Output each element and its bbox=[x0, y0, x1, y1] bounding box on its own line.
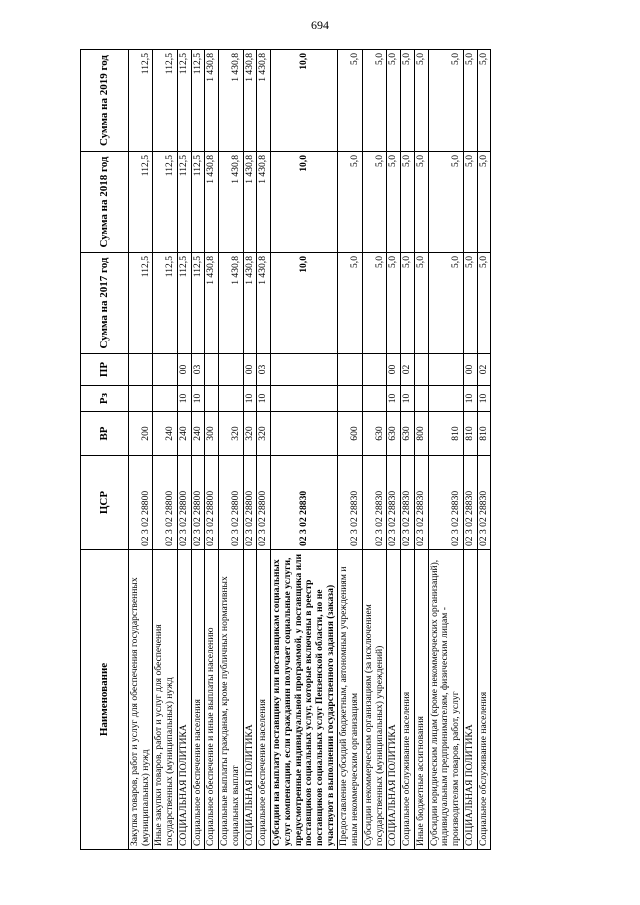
cell-sum-2019: 5,0 bbox=[414, 50, 428, 152]
header-pr: ПР bbox=[81, 354, 129, 386]
cell-sum-2019: 112,5 bbox=[191, 50, 205, 152]
cell-sum-2019: 112,5 bbox=[129, 50, 153, 152]
cell-sum-2018: 5,0 bbox=[463, 152, 477, 253]
cell-vr: 630 bbox=[401, 412, 415, 456]
cell-sum-2017: 10,0 bbox=[271, 253, 338, 354]
header-sum-2019: Сумма на 2019 год bbox=[81, 50, 129, 152]
cell-csr: 02 3 02 28830 bbox=[463, 456, 477, 550]
cell-pr bbox=[153, 354, 177, 386]
cell-vr: 810 bbox=[463, 412, 477, 456]
cell-vr: 800 bbox=[414, 412, 428, 456]
cell-csr: 02 3 02 28830 bbox=[387, 456, 401, 550]
cell-name: Социальное обслуживание населения bbox=[477, 550, 491, 850]
cell-sum-2019: 5,0 bbox=[477, 50, 491, 152]
page-number: 694 bbox=[311, 18, 329, 32]
cell-vr: 630 bbox=[362, 412, 386, 456]
cell-sum-2019: 112,5 bbox=[177, 50, 191, 152]
cell-csr: 02 3 02 28800 bbox=[177, 456, 191, 550]
cell-csr: 02 3 02 28800 bbox=[129, 456, 153, 550]
cell-pr bbox=[271, 354, 338, 386]
header-row bbox=[81, 50, 129, 850]
cell-name: Социальное обслуживание населения bbox=[401, 550, 415, 850]
table-row bbox=[463, 50, 477, 850]
cell-name: СОЦИАЛЬНАЯ ПОЛИТИКА bbox=[463, 550, 477, 850]
cell-rz bbox=[205, 386, 219, 412]
cell-sum-2019: 112,5 bbox=[153, 50, 177, 152]
cell-pr: 00 bbox=[463, 354, 477, 386]
cell-vr: 320 bbox=[257, 412, 271, 456]
cell-pr: 03 bbox=[191, 354, 205, 386]
table-row bbox=[129, 50, 153, 850]
cell-sum-2017: 5,0 bbox=[477, 253, 491, 354]
table-area bbox=[80, 50, 560, 850]
cell-csr: 02 3 02 28830 bbox=[271, 456, 338, 550]
cell-sum-2017: 1 430,8 bbox=[243, 253, 257, 354]
cell-name: Социальное обеспечение и иные выплаты населению bbox=[205, 550, 219, 850]
table-row bbox=[414, 50, 428, 850]
cell-rz: 10 bbox=[401, 386, 415, 412]
cell-sum-2017: 5,0 bbox=[401, 253, 415, 354]
cell-sum-2018: 5,0 bbox=[401, 152, 415, 253]
cell-rz bbox=[129, 386, 153, 412]
cell-csr: 02 3 02 28800 bbox=[219, 456, 243, 550]
cell-sum-2018: 5,0 bbox=[387, 152, 401, 253]
cell-sum-2018: 1 430,8 bbox=[205, 152, 219, 253]
header-name: Наименование bbox=[81, 550, 129, 850]
cell-sum-2017: 5,0 bbox=[414, 253, 428, 354]
cell-sum-2017: 5,0 bbox=[338, 253, 362, 354]
cell-rz bbox=[338, 386, 362, 412]
cell-pr bbox=[129, 354, 153, 386]
cell-sum-2017: 112,5 bbox=[153, 253, 177, 354]
cell-sum-2017: 1 430,8 bbox=[257, 253, 271, 354]
table-row bbox=[362, 50, 386, 850]
table-row bbox=[401, 50, 415, 850]
cell-csr: 02 3 02 28800 bbox=[257, 456, 271, 550]
cell-pr: 00 bbox=[177, 354, 191, 386]
cell-csr: 02 3 02 28800 bbox=[205, 456, 219, 550]
cell-sum-2018: 112,5 bbox=[177, 152, 191, 253]
cell-pr bbox=[362, 354, 386, 386]
cell-name: Социальное обеспечение населения bbox=[191, 550, 205, 850]
cell-pr bbox=[205, 354, 219, 386]
cell-sum-2018: 112,5 bbox=[191, 152, 205, 253]
cell-rz bbox=[219, 386, 243, 412]
cell-vr bbox=[271, 412, 338, 456]
cell-pr bbox=[219, 354, 243, 386]
cell-sum-2018: 112,5 bbox=[153, 152, 177, 253]
cell-rz: 10 bbox=[463, 386, 477, 412]
cell-rz: 10 bbox=[243, 386, 257, 412]
cell-rz bbox=[271, 386, 338, 412]
cell-sum-2018: 5,0 bbox=[414, 152, 428, 253]
cell-sum-2017: 1 430,8 bbox=[205, 253, 219, 354]
cell-csr: 02 3 02 28830 bbox=[338, 456, 362, 550]
header-sum-2018: Сумма на 2018 год bbox=[81, 152, 129, 253]
cell-sum-2018: 1 430,8 bbox=[219, 152, 243, 253]
table-row bbox=[428, 50, 463, 850]
cell-sum-2018: 10,0 bbox=[271, 152, 338, 253]
header-vr: ВР bbox=[81, 412, 129, 456]
cell-rz: 10 bbox=[257, 386, 271, 412]
cell-name: СОЦИАЛЬНАЯ ПОЛИТИКА bbox=[387, 550, 401, 850]
cell-csr: 02 3 02 28830 bbox=[401, 456, 415, 550]
cell-name: Субсидии на выплату поставщику или поставщикам социальных услуг компенсации, если гражданин получает социальные услуги, предусмотренные индивидуальной программой, у поставщика или поставщиков социальных услуг, которые включены в реестр поставщиков социальных услуг Пензенской области, но не участвуют в выполнении государственного задания (заказа) bbox=[271, 550, 338, 850]
cell-sum-2018: 5,0 bbox=[338, 152, 362, 253]
cell-vr: 240 bbox=[191, 412, 205, 456]
cell-sum-2017: 5,0 bbox=[428, 253, 463, 354]
cell-name: Предоставление субсидий бюджетным, автономным учреждениям и иным некоммерческим организациям bbox=[338, 550, 362, 850]
cell-pr: 02 bbox=[477, 354, 491, 386]
cell-rz bbox=[414, 386, 428, 412]
cell-vr: 600 bbox=[338, 412, 362, 456]
header-sum-2017: Сумма на 2017 год bbox=[81, 253, 129, 354]
cell-csr: 02 3 02 28800 bbox=[191, 456, 205, 550]
cell-pr bbox=[338, 354, 362, 386]
table-row bbox=[153, 50, 177, 850]
cell-sum-2019: 5,0 bbox=[362, 50, 386, 152]
cell-pr bbox=[428, 354, 463, 386]
cell-sum-2018: 5,0 bbox=[477, 152, 491, 253]
table-row bbox=[257, 50, 271, 850]
cell-sum-2017: 1 430,8 bbox=[219, 253, 243, 354]
header-csr: ЦСР bbox=[81, 456, 129, 550]
cell-sum-2017: 5,0 bbox=[387, 253, 401, 354]
cell-vr: 240 bbox=[153, 412, 177, 456]
cell-vr: 240 bbox=[177, 412, 191, 456]
cell-sum-2018: 1 430,8 bbox=[257, 152, 271, 253]
cell-pr: 02 bbox=[401, 354, 415, 386]
cell-pr: 03 bbox=[257, 354, 271, 386]
cell-pr bbox=[414, 354, 428, 386]
cell-vr: 320 bbox=[219, 412, 243, 456]
cell-pr: 00 bbox=[387, 354, 401, 386]
cell-csr: 02 3 02 28830 bbox=[428, 456, 463, 550]
cell-sum-2017: 112,5 bbox=[191, 253, 205, 354]
cell-rz bbox=[428, 386, 463, 412]
cell-sum-2019: 5,0 bbox=[387, 50, 401, 152]
table-row bbox=[219, 50, 243, 850]
cell-sum-2019: 5,0 bbox=[428, 50, 463, 152]
cell-name: Субсидии некоммерческим организациям (за исключением государственных (муниципальных) учреждений) bbox=[362, 550, 386, 850]
table-row bbox=[477, 50, 491, 850]
cell-sum-2019: 1 430,8 bbox=[205, 50, 219, 152]
cell-rz: 10 bbox=[177, 386, 191, 412]
table-row bbox=[177, 50, 191, 850]
cell-pr: 00 bbox=[243, 354, 257, 386]
cell-vr: 320 bbox=[243, 412, 257, 456]
cell-csr: 02 3 02 28800 bbox=[243, 456, 257, 550]
cell-csr: 02 3 02 28830 bbox=[414, 456, 428, 550]
cell-name: Социальные выплаты гражданам, кроме публичных нормативных социальных выплат bbox=[219, 550, 243, 850]
cell-sum-2018: 5,0 bbox=[362, 152, 386, 253]
cell-rz: 10 bbox=[191, 386, 205, 412]
table-body bbox=[129, 50, 491, 850]
header-rz: Рз bbox=[81, 386, 129, 412]
cell-vr: 810 bbox=[428, 412, 463, 456]
cell-name: Социальное обеспечение населения bbox=[257, 550, 271, 850]
table-row bbox=[191, 50, 205, 850]
cell-rz: 10 bbox=[387, 386, 401, 412]
cell-sum-2017: 5,0 bbox=[362, 253, 386, 354]
table-row bbox=[271, 50, 338, 850]
cell-sum-2017: 112,5 bbox=[177, 253, 191, 354]
cell-name: СОЦИАЛЬНАЯ ПОЛИТИКА bbox=[243, 550, 257, 850]
cell-csr: 02 3 02 28830 bbox=[477, 456, 491, 550]
cell-sum-2018: 5,0 bbox=[428, 152, 463, 253]
table-row bbox=[338, 50, 362, 850]
rotated-table-container bbox=[80, 50, 560, 850]
cell-sum-2019: 1 430,8 bbox=[219, 50, 243, 152]
cell-name: Закупка товаров, работ и услуг для обеспечения государственных (муниципальных) нужд bbox=[129, 550, 153, 850]
cell-vr: 200 bbox=[129, 412, 153, 456]
cell-vr: 810 bbox=[477, 412, 491, 456]
cell-sum-2019: 5,0 bbox=[338, 50, 362, 152]
cell-sum-2018: 112,5 bbox=[129, 152, 153, 253]
cell-sum-2019: 1 430,8 bbox=[243, 50, 257, 152]
cell-sum-2017: 5,0 bbox=[463, 253, 477, 354]
cell-name: Иные бюджетные ассигнования bbox=[414, 550, 428, 850]
cell-rz bbox=[362, 386, 386, 412]
table-row bbox=[243, 50, 257, 850]
table-row bbox=[387, 50, 401, 850]
cell-sum-2019: 5,0 bbox=[401, 50, 415, 152]
cell-rz: 10 bbox=[477, 386, 491, 412]
cell-sum-2019: 10,0 bbox=[271, 50, 338, 152]
cell-vr: 300 bbox=[205, 412, 219, 456]
cell-sum-2018: 1 430,8 bbox=[243, 152, 257, 253]
cell-csr: 02 3 02 28800 bbox=[153, 456, 177, 550]
cell-name: Иные закупки товаров, работ и услуг для обеспечения государственных (муниципальных) нужд bbox=[153, 550, 177, 850]
budget-table bbox=[80, 49, 491, 850]
cell-name: Субсидии юридическим лицам (кроме некоммерческих организаций), индивидуальным предпринимателям, физическим лицам - производителям товаров, работ, услуг bbox=[428, 550, 463, 850]
table-row bbox=[205, 50, 219, 850]
cell-sum-2019: 1 430,8 bbox=[257, 50, 271, 152]
cell-sum-2019: 5,0 bbox=[463, 50, 477, 152]
cell-vr: 630 bbox=[387, 412, 401, 456]
cell-sum-2017: 112,5 bbox=[129, 253, 153, 354]
cell-rz bbox=[153, 386, 177, 412]
cell-name: СОЦИАЛЬНАЯ ПОЛИТИКА bbox=[177, 550, 191, 850]
cell-csr: 02 3 02 28830 bbox=[362, 456, 386, 550]
